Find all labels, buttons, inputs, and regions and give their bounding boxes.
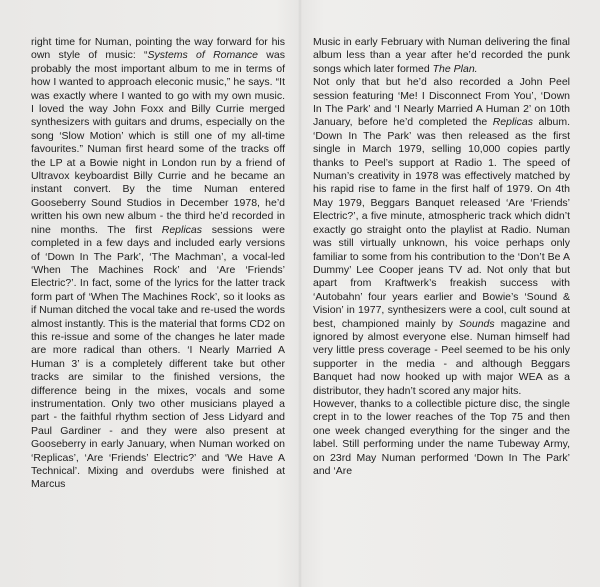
italic-title-text: Replicas xyxy=(161,223,203,236)
paragraph xyxy=(313,398,570,478)
right-text-column xyxy=(313,36,570,478)
body-text: album. ‘Down In The Park’ was then released as the first single in March 1979, selling 10,000 copies partly thanks to Peel’s support at Radio 1. The speed of Numan’s creativity in 1978 was effectively matched by his rapid rise to fame in the first half of 1979. On 4th May 1979, Beggars Banquet released ‘Are ‘Friends’ Electric?’, a five minute, atmospheric track which didn’t exactly go straight onto the playlist at Radio. Numan was still virtually unknown, his voice perhaps only familiar to some from his contribution to the ‘Don’t Be A Dummy’ Lee Cooper jeans TV ad. Not only that but apart from Kraftwerk’s freakish success with ‘Autobahn’ four years earlier and Bowie’s ‘Sound & Vision’ in 1977, synthesizers were a cool, cult sound at best, championed mainly by xyxy=(313,116,570,330)
body-text: Not only that but he’d also recorded a John Peel session featuring ‘Me! I Disconnect From You’, ‘Down In The Park’ and ‘I Nearly Married A Human 2’ on 10th January, before he’d completed the xyxy=(313,76,570,129)
paragraph xyxy=(313,76,570,398)
body-text: However, thanks to a collectible picture disc, the single crept in to the lower reaches of the Top 75 and then one week changed everything for the singer and the label. Still performing under the name Tubeway Army, on 23rd May Numan performed ‘Down In The Park’ and ‘Are xyxy=(313,397,570,477)
body-text: Music in early February with Numan delivering the final album less than a year after he’d recorded the punk songs which later formed xyxy=(313,36,570,75)
body-text: magazine and ignored by almost everyone else. Numan himself had very little press coverage - Peel seemed to be his only supporter in the media - and although Beggars Banquet had now hooked up with major WEA as a distributor, they hadn’t scored any major hits. xyxy=(313,317,570,397)
left-text-column xyxy=(31,36,285,492)
italic-title-text: Replicas xyxy=(492,116,533,129)
body-text: sessions were completed in a few days and included early versions of ‘Down In The Park’, ‘The Machman’, a vocal-led ‘When The Machines Rock’ and ‘Are ‘Friends’ Electric?’. In fact, some of the lyrics for the latter track form part of ‘When The Machines Rock’, so it looks as if Numan ditched the vocal take and re-used the words almost instantly. This is the material that forms CD2 on this re-issue and some of the changes he later made are more radical than others. ‘I Nearly Married A Human 3’ is a completely different take but other tracks are similar to the finished versions, the difference being in the mixes, vocals and some instrumentation. Only two other musicians played a part - the faithful rhythm section of Jess Lidyard and Paul Gardiner - and they were also present at Gooseberry in early January, when Numan worked on ‘Replicas’, ‘Are ‘Friends’ Electric?’ and ‘We Have A Technical’. Mixing and overdubs were finished at Marcus xyxy=(31,223,286,491)
page-fold xyxy=(298,0,302,587)
paragraph xyxy=(31,36,285,492)
paragraph xyxy=(313,36,570,76)
body-text: right time for Numan, pointing the way forward for his own style of music: “ xyxy=(31,36,285,62)
italic-title-text: Systems of Romance xyxy=(147,49,259,62)
italic-title-text: The Plan. xyxy=(432,62,478,75)
body-text: was probably the most important album to me in terms of how I wanted to approach eleconic music,” he says. “It was exactly where I wanted to go with my own music. I loved the way John Foxx and Billy Currie merged synthesizers with guitars and drums, especially on the song ‘Slow Motion’ which is still one of my all-time favourites.” Numan first heard some of the tracks off the LP at a Bowie night in London run by a friend of Ultravox keyboardist Billy Currie and he became an instant convert. By the time Numan entered Gooseberry Sound Studios in December 1978, he’d written his own new album - the third he’d recorded in nine months. The first xyxy=(31,49,285,236)
italic-title-text: Sounds xyxy=(459,317,495,330)
